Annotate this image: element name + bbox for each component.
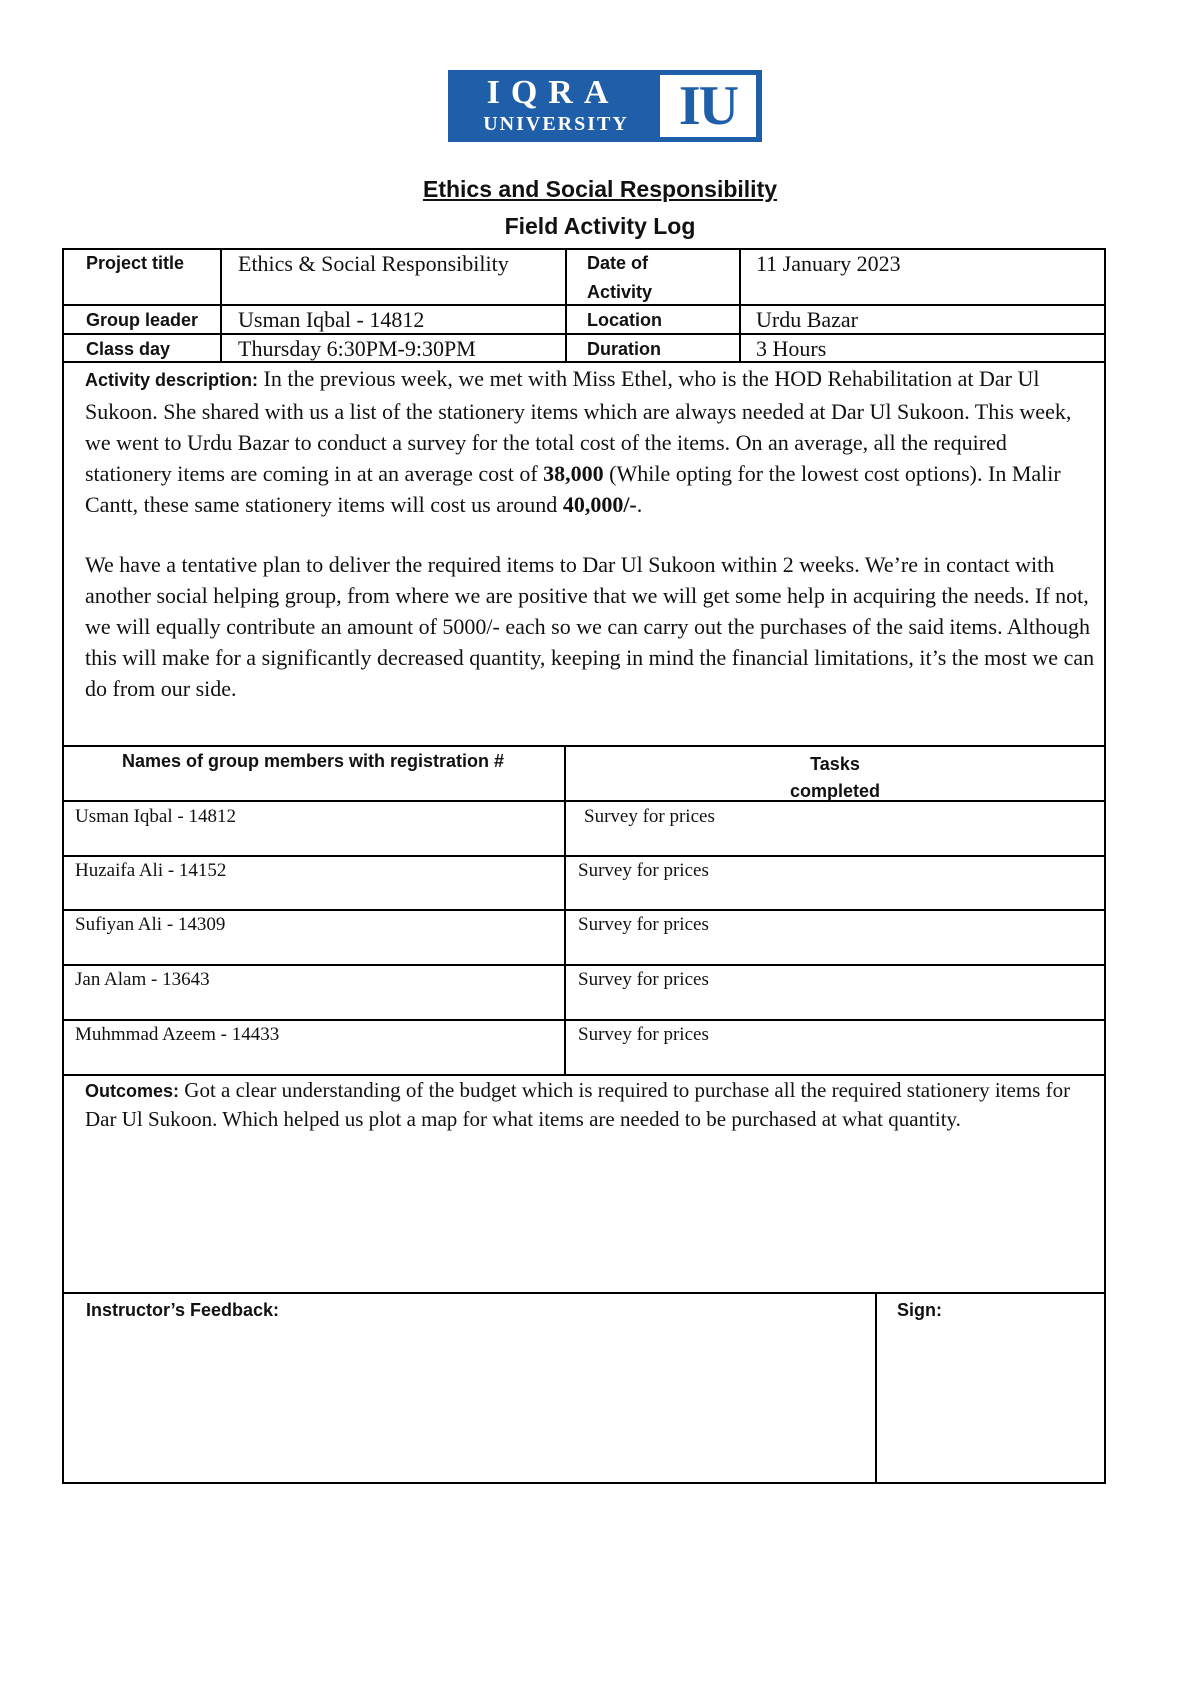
document-subtitle: Field Activity Log: [504, 213, 696, 239]
activity-text-part1: In the previous week, we met with Miss Ethel, who is the HOD Rehabilitation at Dar Ul Sukoon. She shared with us a list of the stationery items which are always needed at Dar Ul Sukoon. This week, we went to Urdu Bazar to conduct a survey for the total cost of the items. On an average, all the required stationery items are coming in at an average cost of: [85, 366, 1072, 486]
class-day-value: Thursday 6:30PM-9:30PM: [238, 336, 476, 361]
group-leader-value: Usman Iqbal - 14812: [238, 307, 425, 332]
document-title: Ethics and Social Responsibility: [422, 176, 778, 202]
member-name: Jan Alam - 13643: [75, 969, 210, 990]
member-task: Survey for prices: [578, 860, 709, 881]
outcomes-label: Outcomes:: [85, 1081, 180, 1101]
instructor-feedback-label: Instructor’s Feedback:: [86, 1300, 280, 1320]
member-name: Muhmmad Azeem - 14433: [75, 1024, 280, 1045]
activity-description: [85, 363, 1095, 520]
duration-value: 3 Hours: [756, 336, 827, 361]
duration-label: Duration: [587, 339, 661, 359]
activity-cost-urdu-bazar: 38,000: [543, 461, 604, 486]
member-name: Huzaifa Ali - 14152: [75, 860, 227, 881]
university-logo: [448, 70, 762, 142]
member-task: Survey for prices: [578, 914, 709, 935]
member-task: Survey for prices: [578, 969, 709, 990]
activity-text-part2: (While opting for the lowest cost options). In Malir Cantt, these same stationery items will cost us around: [85, 461, 1061, 517]
activity-description-label: Activity description:: [85, 370, 259, 390]
members-col-header: Names of group members with registration #: [121, 751, 505, 771]
activity-cost-malir: 40,000/-: [562, 492, 637, 517]
activity-plan: We have a tentative plan to deliver the required items to Dar Ul Sukoon within 2 weeks. We’re in contact with another social helping group, from where we are positive that we will get some help in acquiring the needs. If not, we will equally contribute an amount of 5000/- each so we can carry out the purchases of the said items. Although this will make for a significantly decreased quantity, keeping in mind the financial limitations, it’s the most we can do from our side.: [85, 552, 1095, 701]
date-value: 11 January 2023: [756, 251, 901, 276]
class-day-label: Class day: [86, 339, 171, 359]
tasks-col-header-line2: completed: [789, 781, 881, 801]
member-task: Survey for prices: [578, 1024, 709, 1045]
logo-word-university: UNIVERSITY: [483, 113, 629, 135]
logo-monogram: IU: [660, 75, 756, 137]
date-label-line2: Activity: [587, 282, 653, 302]
member-name: Sufiyan Ali - 14309: [75, 914, 226, 935]
activity-text-part3: .: [636, 492, 643, 517]
group-leader-label: Group leader: [86, 310, 199, 330]
member-name: Usman Iqbal - 14812: [75, 806, 236, 827]
outcomes: [85, 1076, 1075, 1133]
date-label-line1: Date of: [587, 253, 649, 273]
project-title-label: Project title: [86, 253, 185, 273]
logo-word-iqra: IQRA: [486, 74, 620, 111]
outcomes-text: Got a clear understanding of the budget which is required to purchase all the required stationery items for Dar Ul Sukoon. Which helped us plot a map for what items are needed to be purchased at what quantity.: [85, 1078, 1071, 1131]
sign-label: Sign:: [897, 1300, 942, 1320]
location-value: Urdu Bazar: [756, 307, 859, 332]
member-task: Survey for prices: [584, 806, 715, 827]
project-title-value: Ethics & Social Responsibility: [238, 251, 509, 276]
tasks-col-header-line1: Tasks: [810, 754, 860, 774]
tasks-col-header: [566, 751, 1104, 805]
location-label: Location: [587, 310, 662, 330]
